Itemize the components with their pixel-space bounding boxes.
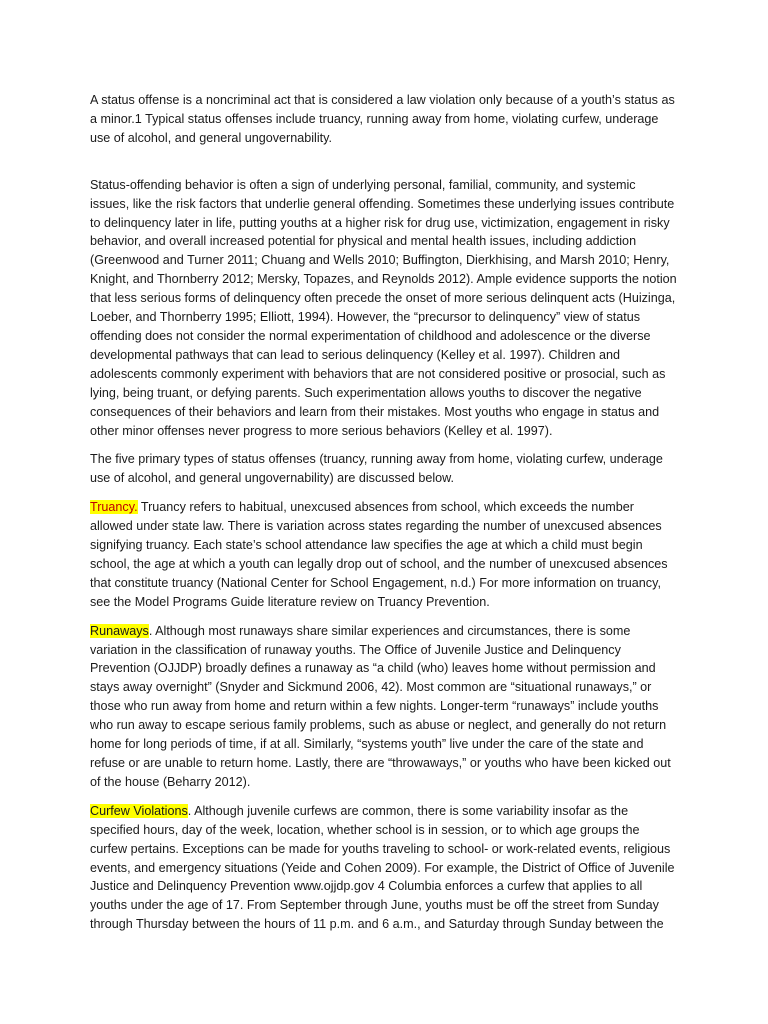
types-overview-paragraph: The five primary types of status offenses (truancy, running away from home, violating curfew, underage use of alcohol, and general ungovernability) are discussed below. (90, 452, 663, 486)
runaways-heading: Runaways (90, 623, 149, 638)
document-page (90, 91, 678, 944)
curfew-body: . Although juvenile curfews are common, there is some variability insofar as the specified hours, day of the week, location, whether school is in session, or to which age groups the curfew pertains. Exceptions can be made for youths traveling to school- or work-related events, religious events, and emergency situations (Yeide and Cohen 2009). For example, the District of Office of Juvenile Justice and Delinquency Prevention www.ojjdp.gov 4 Columbia enforces a curfew that applies to all youths under the age of 17. From September through June, youths must be off the street from Sunday through Thursday between the hours of 11 p.m. and 6 a.m., and Saturday through Sunday between the (90, 803, 675, 932)
curfew-heading: Curfew Violations (90, 803, 188, 818)
runaways-body: . Although most runaways share similar experiences and circumstances, there is some variation in the classification of runaway youths. The Office of Juvenile Justice and Delinquency Prevention (OJJDP) broadly defines a runaway as “a child (who) leaves home without permission and stays away overnight” (Snyder and Sickmund 2006, 42). Most common are “situational runaways,” or those who run away from home and return within a few nights. Longer-term “runaways” include youths who run away to escape serious family problems, such as abuse or neglect, and generally do not return home for long periods of time, if at all. Similarly, “systems youth” live under the care of the state and refuse or are unable to return home. Lastly, there are “throwaways,” or youths who have been kicked out of the house (Beharry 2012). (90, 623, 671, 789)
runaways-section (90, 622, 678, 792)
truancy-section (90, 498, 678, 611)
truancy-heading: Truancy. (90, 500, 138, 515)
curfew-section (90, 802, 678, 934)
truancy-body: Truancy refers to habitual, unexcused absences from school, which exceeds the number allowed under state law. There is variation across states regarding the number of unexcused absences signifying truancy. Each state’s school attendance law specifies the age at which a child must begin school, the age at which a youth can legally drop out of school, and the number of unexcused absences that constitute truancy (National Center for School Engagement, n.d.) For more information on truancy, see the Model Programs Guide literature review on Truancy Prevention. (90, 500, 668, 609)
status-offending-paragraph: Status-offending behavior is often a sign of underlying personal, familial, community, and systemic issues, like the risk factors that underlie general offending. Sometimes these underlying issues contribute to delinquency later in life, putting youths at a higher risk for drug use, victimization, engagement in risky behavior, and overall increased potential for physical and mental health issues, including addiction (Greenwood and Turner 2011; Chuang and Wells 2010; Buffington, Dierkhising, and Marsh 2010; Henry, Knight, and Thornberry 2012; Mersky, Topazes, and Reynolds 2012). Ample evidence supports the notion that less serious forms of delinquency often precede the onset of more serious delinquent acts (Huizinga, Loeber, and Thornberry 1995; Elliott, 1994). However, the “precursor to delinquency” view of status offending does not consider the normal experimentation of childhood and adolescence or the diverse developmental pathways that can lead to serious delinquency (Kelley et al. 1997). Children and adolescents commonly experiment with behaviors that are not considered positive or prosocial, such as lying, being truant, or defying parents. Such experimentation allows youths to discover the negative consequences of their behaviors and learn from their mistakes. Most youths who engage in status and other minor offenses never progress to more serious behaviors (Kelley et al. 1997). (90, 177, 677, 438)
intro-paragraph: A status offense is a noncriminal act that is considered a law violation only because of a youth’s status as a minor.1 Typical status offenses include truancy, running away from home, violating curfew, underage use of alcohol, and general ungovernability. (90, 93, 675, 145)
